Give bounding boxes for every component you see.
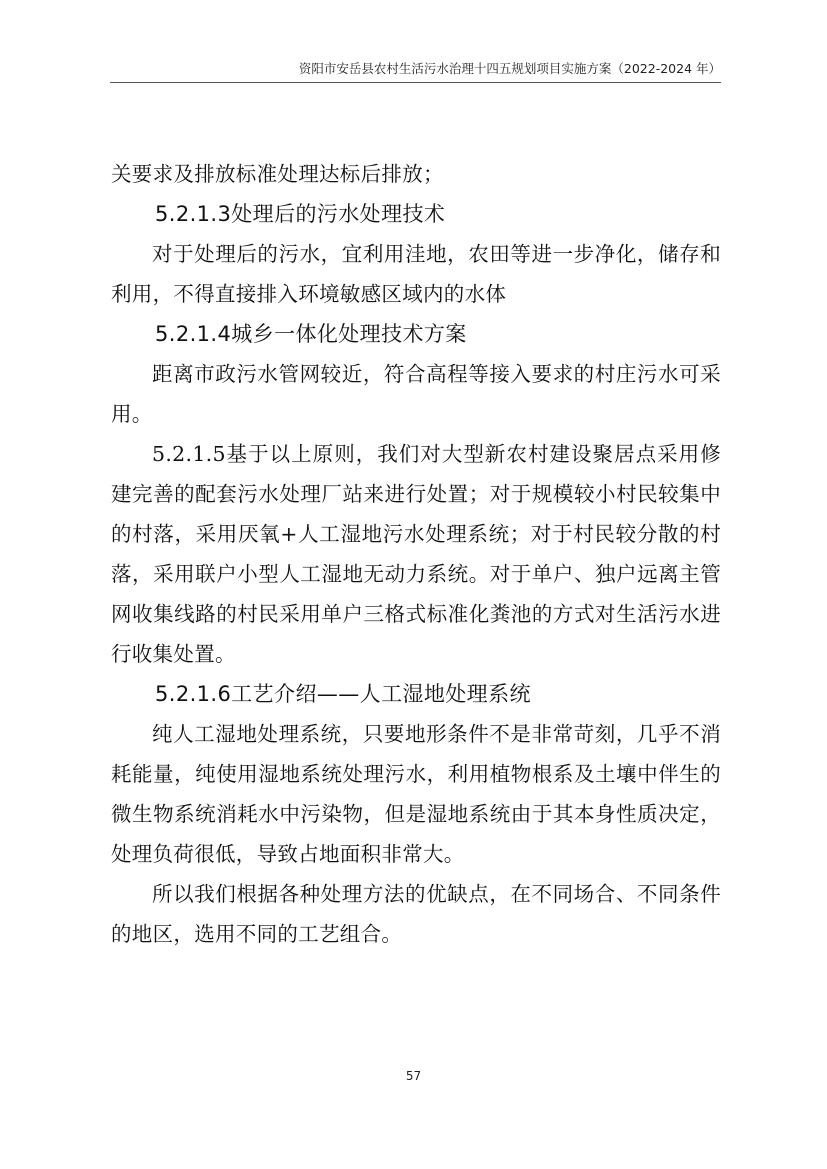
paragraph-continuation: 关要求及排放标准处理达标后排放；	[111, 162, 444, 186]
paragraph-treated-water: 对于处理后的污水，宜利用洼地，农田等进一步净化，储存和利用，不得直接排入环境敏感区域内的水体	[111, 242, 721, 306]
page-header: 资阳市安岳县农村生活污水治理十四五规划项目实施方案（2022-2024 年）	[298, 61, 721, 76]
paragraph-conclusion: 所以我们根据各种处理方法的优缺点，在不同场合、不同条件的地区，选用不同的工艺组合。	[111, 882, 721, 946]
header-divider	[110, 82, 721, 83]
page-body	[111, 154, 721, 954]
section-heading-5-2-1-3: 5.2.1.3处理后的污水处理技术	[155, 202, 446, 226]
paragraph-principles: 5.2.1.5基于以上原则，我们对大型新农村建设聚居点采用修建完善的配套污水处理厂站来进行处置；对于规模较小村民较集中的村落，采用厌氧+人工湿地污水处理系统；对于村民较分散的村落，采用联户小型人工湿地无动力系统。对于单户、独户远离主管网收集线路的村民采用单户三格式标准化粪池的方式对生活污水进行收集处置。	[111, 442, 721, 666]
paragraph-urban-rural: 距离市政污水管网较近，符合高程等接入要求的村庄污水可采用。	[111, 362, 721, 426]
section-heading-5-2-1-6: 5.2.1.6工艺介绍——人工湿地处理系统	[155, 682, 531, 706]
paragraph-wetland: 纯人工湿地处理系统，只要地形条件不是非常苛刻，几乎不消耗能量，纯使用湿地系统处理污水，利用植物根系及土壤中伴生的微生物系统消耗水中污染物，但是湿地系统由于其本身性质决定，处理负荷很低，导致占地面积非常大。	[111, 722, 721, 866]
page-number: 57	[405, 1069, 422, 1083]
section-heading-5-2-1-4: 5.2.1.4城乡一体化处理技术方案	[155, 322, 467, 346]
